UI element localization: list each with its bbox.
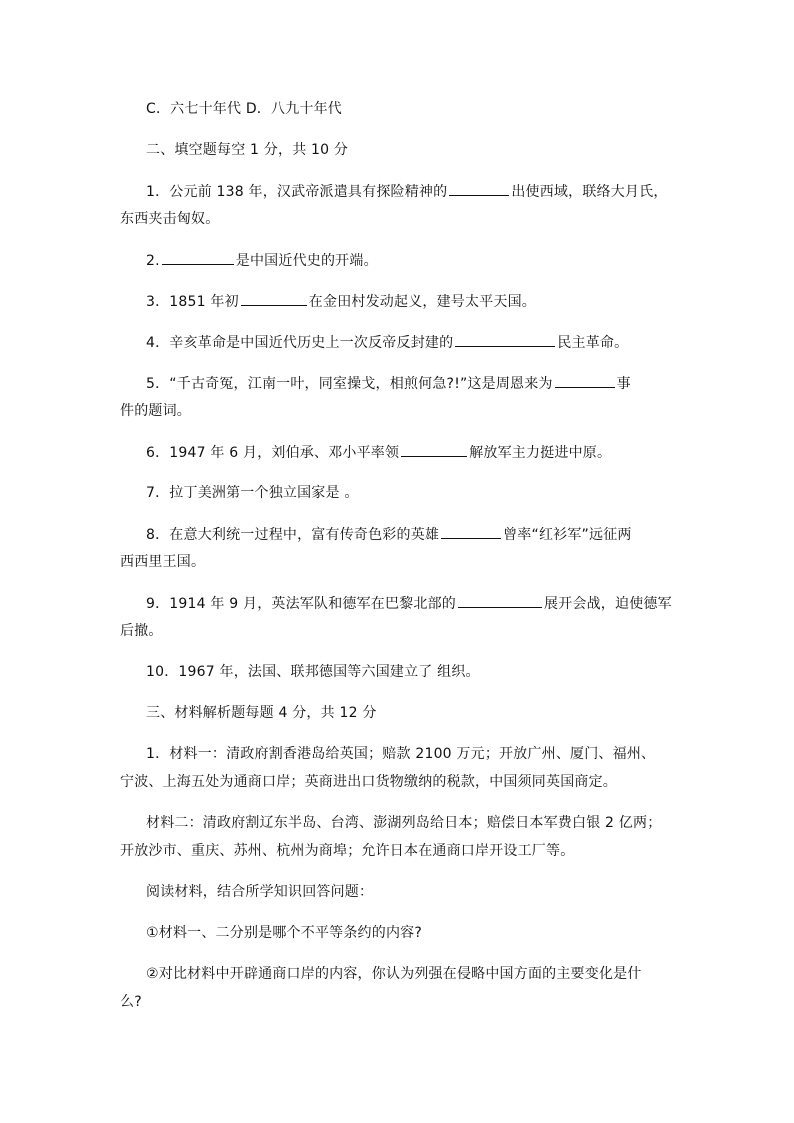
question-8-text-cont: 曾率“红衫军”远征两	[503, 527, 632, 543]
question-4-text-cont: 民主革命。	[557, 335, 629, 351]
choice-options-text: C．六七十年代 D．八九十年代	[146, 101, 343, 117]
material-1-continuation	[120, 772, 617, 792]
question-8-text: 8．在意大利统一过程中，富有传奇色彩的英雄	[146, 527, 440, 543]
question-9-text: 9．1914 年 9 月，英法军队和德军在巴黎北部的	[146, 596, 456, 612]
question-5-text: 5．“千古奇冤，江南一叶，同室操戈，相煎何急?!”这是周恩来为	[146, 376, 553, 392]
question-6	[146, 442, 611, 463]
question-3	[146, 291, 536, 312]
material-2-text-cont: 开放沙市、重庆、苏州、杭州为商埠；允许日本在通商口岸开设工厂等。	[120, 843, 575, 859]
section-heading-text: 三、材料解析题每题 4 分，共 12 分	[146, 705, 377, 721]
question-8-text-end: 西西里王国。	[120, 554, 206, 570]
question-10-text: 10．1967 年，法国、联邦德国等六国建立了 组织。	[146, 664, 480, 680]
answer-blank	[555, 373, 615, 388]
question-1-text: 1．公元前 138 年，汉武帝派遣具有探险精神的	[146, 184, 448, 200]
question-3-text-cont: 在金田村发动起义，建号太平天国。	[308, 294, 536, 310]
answer-blank	[401, 442, 467, 457]
question-8	[146, 524, 632, 545]
question-7	[146, 483, 359, 503]
question-2	[146, 250, 378, 271]
sub-question-1-text: ①材料一、二分别是哪个不平等条约的内容?	[146, 925, 422, 941]
sub-question-2-continuation	[120, 992, 142, 1012]
section-heading-text: 二、填空题每空 1 分，共 10 分	[146, 142, 349, 158]
material-2	[146, 813, 661, 833]
question-9-continuation	[120, 621, 163, 641]
material-1-text-cont: 宁波、上海五处为通商口岸；英商进出口货物缴纳的税款，中国须同英国商定。	[120, 774, 617, 790]
question-1-text-end: 东西夹击匈奴。	[120, 211, 220, 227]
reading-instruction	[146, 882, 373, 902]
answer-blank	[458, 593, 542, 608]
answer-blank	[455, 332, 555, 347]
question-4	[146, 332, 628, 353]
question-5-text-cont: 事	[616, 376, 631, 392]
question-1-continuation	[120, 209, 219, 229]
sub-question-2	[146, 964, 642, 984]
section-heading-fill-blank	[146, 140, 348, 160]
question-4-text: 4．辛亥革命是中国近代历史上一次反帝反封建的	[146, 335, 454, 351]
section-heading-material	[146, 703, 377, 723]
question-8-continuation	[120, 552, 205, 572]
question-7-text: 7．拉丁美洲第一个独立国家是 。	[146, 485, 359, 501]
material-2-text: 材料二：清政府割辽东半岛、台湾、澎湖列岛给日本；赔偿日本军费白银 2 亿两；	[146, 815, 662, 831]
answer-blank	[241, 291, 307, 306]
question-1	[146, 181, 668, 202]
material-1	[146, 744, 655, 764]
question-2-text: 是中国近代史的开端。	[235, 253, 378, 269]
answer-blank	[441, 524, 501, 539]
question-5-text-end: 件的题词。	[120, 403, 191, 419]
question-6-text: 6．1947 年 6 月，刘伯承、邓小平率领	[146, 445, 400, 461]
sub-question-2-text-end: 么?	[120, 994, 142, 1010]
choice-options-line	[146, 99, 342, 119]
question-9-text-end: 后撤。	[120, 623, 163, 639]
question-5	[146, 373, 631, 394]
answer-blank	[162, 250, 234, 265]
question-2-number: 2.	[146, 253, 160, 269]
sub-question-2-text: ②对比材料中开辟通商口岸的内容，你认为列强在侵略中国方面的主要变化是什	[146, 966, 642, 982]
question-3-text: 3．1851 年初	[146, 294, 239, 310]
question-9-text-cont: 展开会战，迫使德军	[544, 596, 672, 612]
material-2-continuation	[120, 841, 574, 861]
question-10	[146, 662, 480, 682]
question-1-text-cont: 出使西域，联络大月氏，	[511, 184, 668, 200]
question-5-continuation	[120, 401, 191, 421]
answer-blank	[449, 181, 509, 196]
material-1-text: 1．材料一：清政府割香港岛给英国；赔款 2100 万元；开放广州、厦门、福州、	[146, 746, 656, 762]
reading-instruction-text: 阅读材料，结合所学知识回答问题：	[146, 884, 374, 900]
sub-question-1	[146, 923, 422, 943]
question-6-text-cont: 解放军主力挺进中原。	[469, 445, 612, 461]
question-9	[146, 593, 672, 614]
